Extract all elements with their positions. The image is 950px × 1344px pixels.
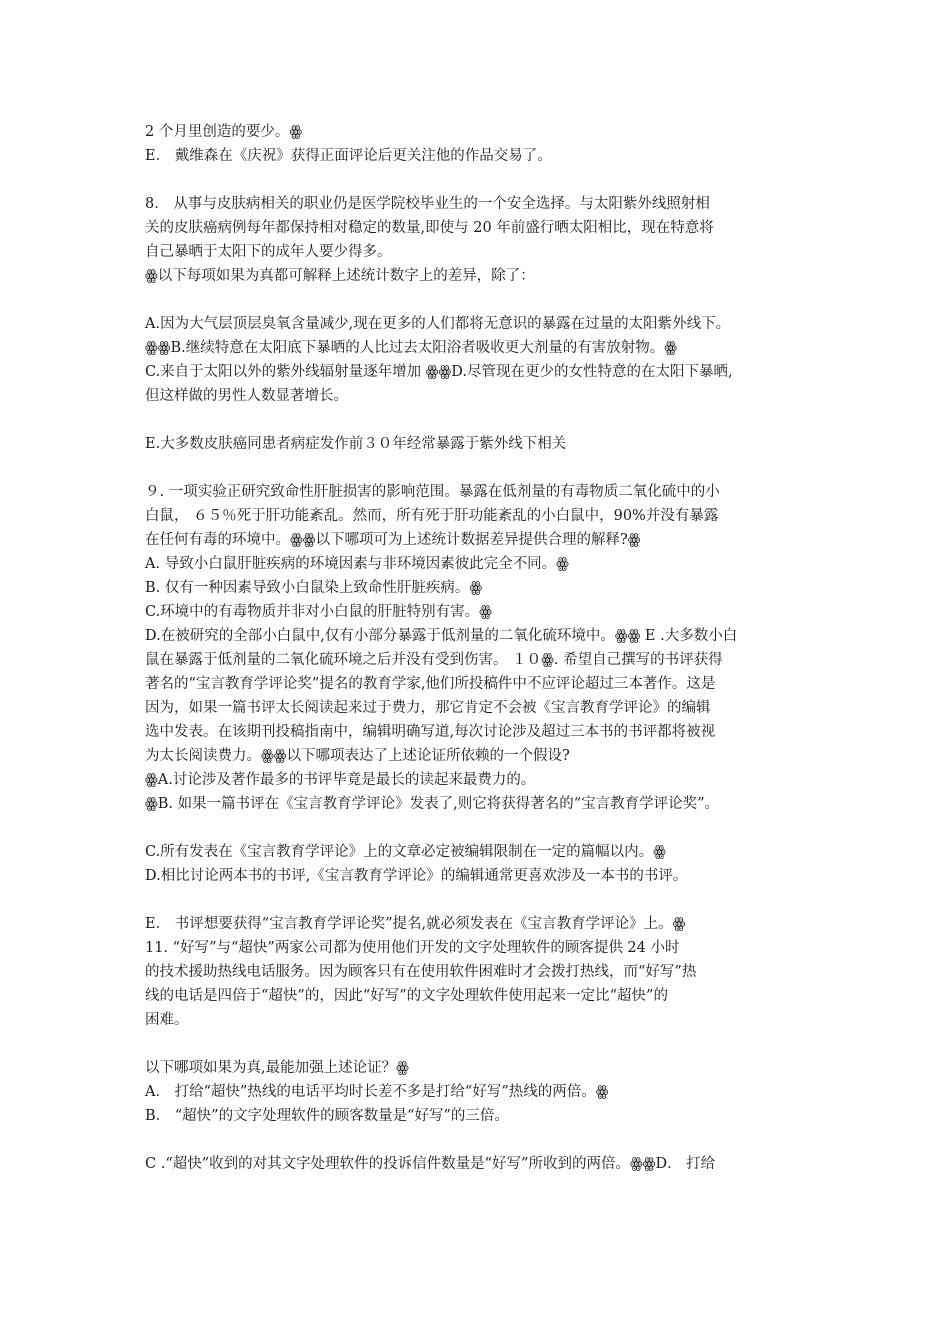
text-line: C.所有发表在《宝言教育学评论》上的文章必定被编辑限制在一定的篇幅以内。ꙮ bbox=[145, 844, 666, 860]
blank-line bbox=[145, 168, 815, 192]
text-line: 在任何有毒的环境中。ꙮꙮ以下哪项可为上述统计数据差异提供合理的解释?ꙮ bbox=[145, 532, 641, 548]
blank-line bbox=[145, 288, 815, 312]
text-line: 8． 从事与皮肤病相关的职业仍是医学院校毕业生的一个安全选择。与太阳紫外线照射相 bbox=[145, 196, 710, 212]
text-line: ９. 一项实验正研究致命性肝脏损害的影响范围。暴露在低剂量的有毒物质二氧化硫中的小 bbox=[145, 484, 720, 500]
text-line: 关的皮肤癌病例每年都保持相对稳定的数量,即使与 20 年前盛行晒太阳相比，现在特意将 bbox=[145, 220, 714, 236]
text-line: A.因为大气层顶层臭氧含量减少,现在更多的人们都将无意识的暴露在过量的太阳紫外线下。 bbox=[145, 316, 731, 332]
text-line: 著名的“宝言教育学评论奖”提名的教育学家,他们所投稿件中不应评论超过三本著作。这是 bbox=[145, 676, 716, 692]
text-line: C.来自于太阳以外的紫外线辐射量逐年增加 ꙮꙮD.尽管现在更少的女性特意的在太阳下暴晒, bbox=[145, 364, 733, 380]
text-line: 选中发表。在该期刊投稿指南中，编辑明确写道,每次讨论涉及超过三本书的书评都将被视 bbox=[145, 724, 716, 740]
text-line: A. 导致小白鼠肝脏疾病的环境因素与非环境因素彼此完全不同。ꙮ bbox=[145, 556, 569, 572]
text-line: 线的电话是四倍于“超快”的，因此“好写”的文字处理软件使用起来一定比“超快”的 bbox=[145, 988, 668, 1004]
text-line: ꙮꙮB.继续特意在太阳底下暴晒的人比过去太阳浴者吸收更大剂量的有害放射物。ꙮ bbox=[145, 340, 677, 356]
text-line: C .“超快”收到的对其文字处理软件的投诉信件数量是“好写”所收到的两倍。ꙮꙮD． 打给 bbox=[145, 1156, 716, 1172]
blank-line bbox=[145, 456, 815, 480]
text-line: ꙮ以下每项如果为真都可解释上述统计数字上的差异，除了： bbox=[145, 268, 535, 284]
text-line: 但这样做的男性人数显著增长。 bbox=[145, 388, 348, 404]
text-line: E． 戴维森在《庆祝》获得正面评论后更关注他的作品交易了。 bbox=[145, 148, 552, 164]
text-line: 为太长阅读费力。ꙮꙮ以下哪项表达了上述论证所依赖的一个假设? bbox=[145, 748, 570, 764]
text-line: D.在被研究的全部小白鼠中,仅有小部分暴露于低剂量的二氧化硫环境中。ꙮꙮ E .大多数小白 bbox=[145, 628, 738, 644]
text-line: 困难。 bbox=[145, 1012, 189, 1028]
text-line: C.环境中的有毒物质并非对小白鼠的肝脏特别有害。ꙮ bbox=[145, 604, 492, 620]
text-line: 以下哪项如果为真,最能加强上述论证？ꙮ bbox=[145, 1060, 409, 1076]
text-line: D.相比讨论两本书的书评,《宝言教育学评论》的编辑通常更喜欢涉及一本书的书评。 bbox=[145, 868, 688, 884]
document-page bbox=[145, 120, 815, 1176]
text-line: ꙮB. 如果一篇书评在《宝言教育学评论》发表了,则它将获得著名的“宝言教育学评论奖”。 bbox=[145, 796, 720, 812]
blank-line bbox=[145, 816, 815, 840]
text-line: B. 仅有一种因素导致小白鼠染上致命性肝脏疾病。ꙮ bbox=[145, 580, 483, 596]
text-line: B． “超快”的文字处理软件的顾客数量是“好写”的三倍。 bbox=[145, 1108, 509, 1124]
text-line: 自己暴晒于太阳下的成年人要少得多。 bbox=[145, 244, 392, 260]
text-line: 因为，如果一篇书评太长阅读起来过于费力，那它肯定不会被《宝言教育学评论》的编辑 bbox=[145, 700, 711, 716]
text-line: E.大多数皮肤癌同患者病症发作前３０年经常暴露于紫外线下相关 bbox=[145, 436, 567, 452]
text-line: 2 个月里创造的要少。ꙮ bbox=[145, 124, 303, 140]
text-line: 鼠在暴露于低剂量的二氧化硫环境之后并没有受到伤害。 １０ꙮ. 希望自己撰写的书评获得 bbox=[145, 652, 723, 668]
text-line: 白鼠， ６５％死于肝功能紊乱。然而，所有死于肝功能紊乱的小白鼠中，90%并没有暴露 bbox=[145, 508, 719, 524]
text-line: 的技术援助热线电话服务。因为顾客只有在使用软件困难时才会拨打热线，而“好写”热 bbox=[145, 964, 697, 980]
blank-line bbox=[145, 1032, 815, 1056]
blank-line bbox=[145, 408, 815, 432]
text-line: A． 打给“超快”热线的电话平均时长差不多是打给“好写”热线的两倍。ꙮ bbox=[145, 1084, 609, 1100]
text-line: E． 书评想要获得“宝言教育学评论奖”提名,就必须发表在《宝言教育学评论》上。ꙮ bbox=[145, 916, 686, 932]
blank-line bbox=[145, 1128, 815, 1152]
text-line: 11. “好写”与“超快”两家公司都为使用他们开发的文字处理软件的顾客提供 24 小时 bbox=[145, 940, 680, 956]
text-line: ꙮA.讨论涉及著作最多的书评毕竟是最长的读起来最费力的。 bbox=[145, 772, 536, 788]
blank-line bbox=[145, 888, 815, 912]
